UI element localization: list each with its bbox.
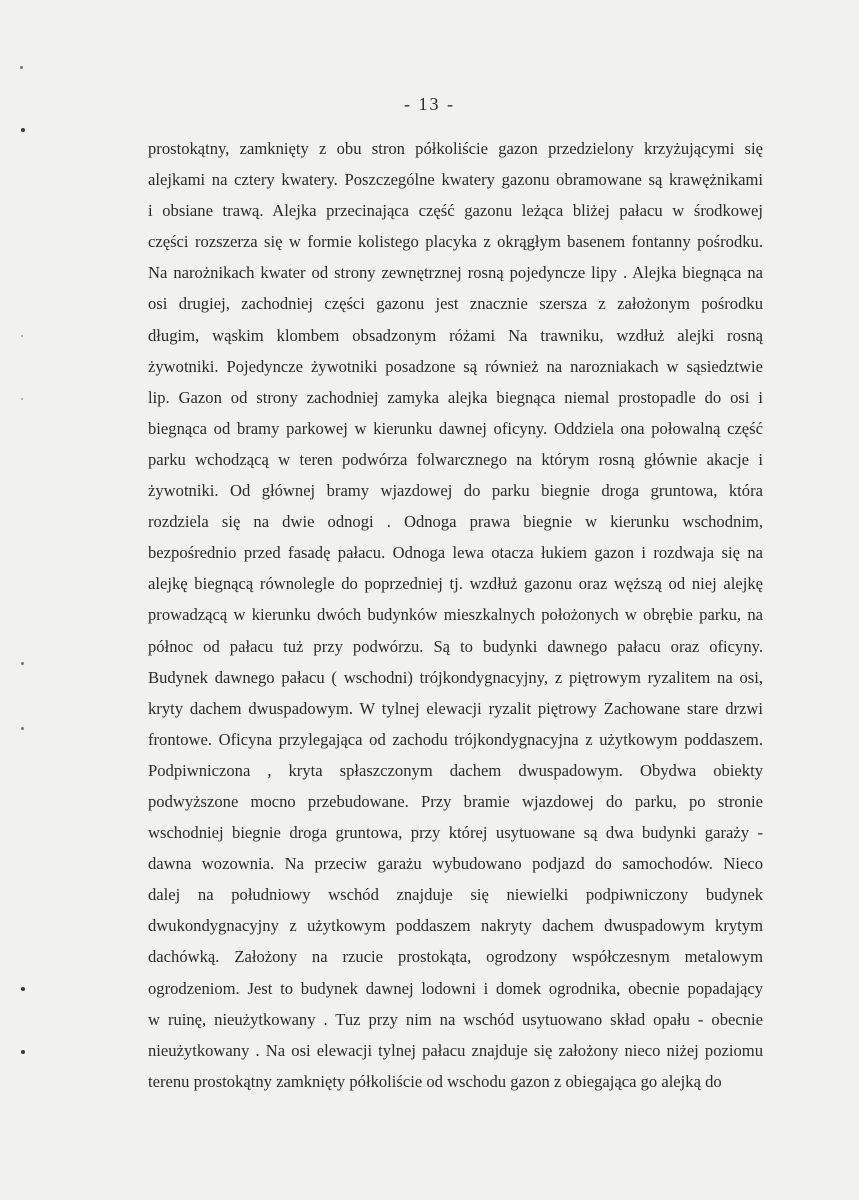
text-line: dawna wozownia. Na przeciw garażu wybudowano podjazd do samochodów. Nieco	[148, 854, 763, 874]
text-line: Na narożnikach kwater od strony zewnętrznej rosną pojedyncze lipy . Alejka biegnąca na	[148, 263, 763, 283]
text-line: biegnąca od bramy parkowej w kierunku dawnej oficyny. Oddziela ona połowalną część	[148, 418, 763, 438]
margin-mark-5	[21, 662, 24, 665]
text-line: ogrodzeniom. Jest to budynek dawnej lodowni i domek ogrodnika, obecnie popadający	[148, 978, 763, 998]
text-line: wschodniej biegnie droga gruntowa, przy której usytuowane są dwa budynki garaży -	[148, 823, 763, 843]
text-line: podwyższone mocno przebudowane. Przy bramie wjazdowej do parku, po stronie	[148, 791, 763, 811]
text-line: żywotniki. Pojedyncze żywotniki posadzone są również na narozniakach w sąsiedztwie	[148, 356, 763, 376]
text-line: lip. Gazon od strony zachodniej zamyka alejka biegnąca niemal prostopadle do osi i	[148, 387, 763, 407]
margin-mark-6	[21, 727, 24, 730]
margin-mark-7	[21, 987, 25, 991]
text-line: alejkami na cztery kwatery. Poszczególne kwatery gazonu obramowane są krawężnikami	[148, 170, 763, 190]
text-line: bezpośrednio przed fasadę pałacu. Odnoga lewa otacza łukiem gazon i rozdwaja się na	[148, 543, 763, 563]
text-line: Budynek dawnego pałacu ( wschodni) trójkondygnacyjny, z piętrowym ryzalitem na osi,	[148, 667, 763, 687]
text-line: północ od pałacu tuż przy podwórzu. Są to budynki dawnego pałacu oraz oficyny.	[148, 636, 763, 656]
text-line: dachówką. Założony na rzucie prostokąta, ogrodzony współczesnym metalowym	[148, 947, 763, 967]
text-line: dalej na południowy wschód znajduje się niewielki podpiwniczony budynek	[148, 885, 763, 905]
text-line: nieużytkowany . Na osi elewacji tylnej pałacu znajduje się założony nieco niżej poziomu	[148, 1040, 763, 1060]
margin-mark-3	[21, 335, 23, 337]
text-line: osi drugiej, zachodniej części gazonu jest znacznie szersza z założonym pośrodku	[148, 294, 763, 314]
page-number: - 13 -	[404, 94, 455, 114]
margin-mark-1	[20, 66, 23, 69]
text-line: alejkę biegnącą równolegle do poprzedniej tj. wzdłuż gazonu oraz węższą od niej alejkę	[148, 574, 763, 594]
text-line: prowadzącą w kierunku dwóch budynków mieszkalnych położonych w obrębie parku, na	[148, 605, 763, 625]
text-line: dwukondygnacyjny z użytkowym poddaszem nakryty dachem dwuspadowym krytym	[148, 916, 763, 936]
text-line: w ruinę, nieużytkowany . Tuz przy nim na wschód usytuowano skład opału - obecnie	[148, 1009, 763, 1029]
margin-mark-4	[21, 398, 23, 400]
text-line: długim, wąskim klombem obsadzonym różami Na trawniku, wzdłuż alejki rosną	[148, 325, 763, 345]
text-line: terenu prostokątny zamknięty półkoliście od wschodu gazon z obiegająca go alejką do	[148, 1071, 722, 1091]
text-line: frontowe. Oficyna przylegająca od zachodu trójkondygnacyjna z użytkowym poddaszem.	[148, 729, 763, 749]
text-line: żywotniki. Od głównej bramy wjazdowej do parku biegnie droga gruntowa, która	[148, 481, 763, 501]
text-line: i obsiane trawą. Alejka przecinająca część gazonu leżąca bliżej pałacu w środkowej	[148, 201, 763, 221]
text-line: części rozszerza się w formie kolistego placyka z okrągłym basenem fontanny pośrodku.	[148, 232, 763, 252]
text-line: Podpiwniczona , kryta spłaszczonym dachem dwuspadowym. Obydwa obiekty	[148, 760, 763, 780]
text-line: prostokątny, zamknięty z obu stron półkoliście gazon przedzielony krzyżującymi się	[148, 139, 763, 158]
margin-mark-2	[21, 128, 25, 132]
text-line: kryty dachem dwuspadowym. W tylnej elewacji ryzalit piętrowy Zachowane stare drzwi	[148, 698, 763, 718]
text-line: rozdziela się na dwie odnogi . Odnoga prawa biegnie w kierunku wschodnim,	[148, 512, 763, 532]
margin-mark-8	[21, 1050, 25, 1054]
body-text	[148, 133, 763, 1097]
text-line: parku wchodzącą w teren podwórza folwarcznego na którym rosną głównie akacje i	[148, 449, 763, 469]
